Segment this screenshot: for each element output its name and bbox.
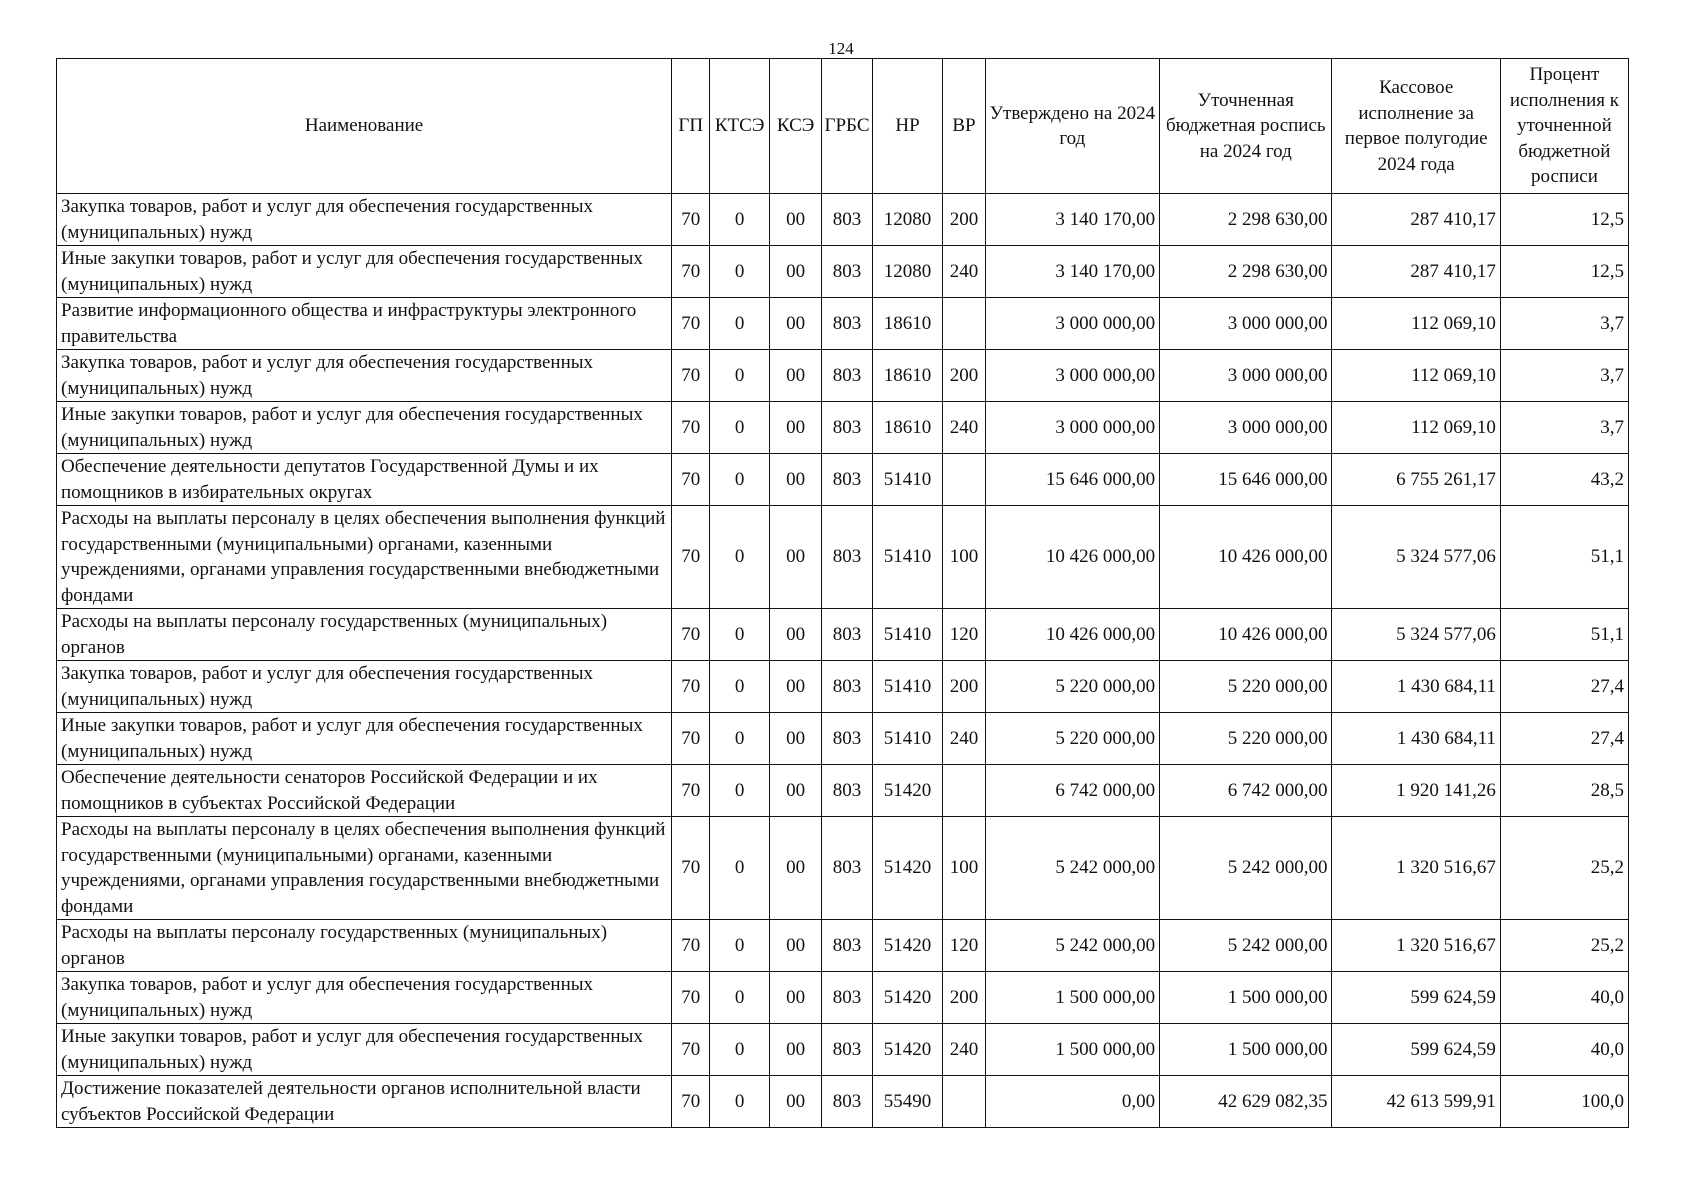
table-row [57, 1024, 1629, 1076]
gp-cell: 70 [672, 765, 710, 817]
refined-amount-cell: 10 426 000,00 [1160, 506, 1332, 609]
cash-execution-cell: 112 069,10 [1332, 298, 1500, 350]
refined-amount-cell: 3 000 000,00 [1160, 402, 1332, 454]
vr-cell: 240 [943, 713, 985, 765]
gp-cell: 70 [672, 817, 710, 920]
header-name: Наименование [57, 59, 672, 194]
cash-execution-cell: 1 430 684,11 [1332, 661, 1500, 713]
vr-cell: 200 [943, 661, 985, 713]
vr-cell: 100 [943, 506, 985, 609]
refined-amount-cell: 3 000 000,00 [1160, 350, 1332, 402]
grbs-cell: 803 [822, 246, 872, 298]
vr-cell: 240 [943, 246, 985, 298]
cash-execution-cell: 599 624,59 [1332, 972, 1500, 1024]
execution-percent-cell: 25,2 [1500, 817, 1628, 920]
execution-percent-cell: 40,0 [1500, 972, 1628, 1024]
kse-cell: 00 [769, 246, 821, 298]
kse-cell: 00 [769, 194, 821, 246]
ktse-cell: 0 [710, 402, 769, 454]
nr-cell: 51420 [872, 817, 943, 920]
gp-cell: 70 [672, 713, 710, 765]
kse-cell: 00 [769, 661, 821, 713]
nr-cell: 55490 [872, 1076, 943, 1128]
cash-execution-cell: 42 613 599,91 [1332, 1076, 1500, 1128]
execution-percent-cell: 3,7 [1500, 350, 1628, 402]
grbs-cell: 803 [822, 920, 872, 972]
table-row [57, 350, 1629, 402]
vr-cell: 200 [943, 194, 985, 246]
execution-percent-cell: 27,4 [1500, 661, 1628, 713]
header-grbs: ГРБС [822, 59, 872, 194]
refined-amount-cell: 42 629 082,35 [1160, 1076, 1332, 1128]
grbs-cell: 803 [822, 506, 872, 609]
page-number: 124 [828, 39, 854, 58]
approved-amount-cell: 3 140 170,00 [985, 246, 1159, 298]
gp-cell: 70 [672, 972, 710, 1024]
vr-cell [943, 298, 985, 350]
kse-cell: 00 [769, 972, 821, 1024]
gp-cell: 70 [672, 920, 710, 972]
cash-execution-cell: 5 324 577,06 [1332, 506, 1500, 609]
cash-execution-cell: 1 920 141,26 [1332, 765, 1500, 817]
table-row [57, 817, 1629, 920]
ktse-cell: 0 [710, 920, 769, 972]
refined-amount-cell: 2 298 630,00 [1160, 194, 1332, 246]
table-row [57, 246, 1629, 298]
table-row [57, 194, 1629, 246]
header-refined: Уточненная бюджетная роспись на 2024 год [1160, 59, 1332, 194]
table-body [57, 194, 1629, 1128]
table-row [57, 661, 1629, 713]
grbs-cell: 803 [822, 765, 872, 817]
approved-amount-cell: 10 426 000,00 [985, 609, 1159, 661]
gp-cell: 70 [672, 350, 710, 402]
header-approved: Утверждено на 2024 год [985, 59, 1159, 194]
gp-cell: 70 [672, 1024, 710, 1076]
header-vr: ВР [943, 59, 985, 194]
row-name-cell: Расходы на выплаты персоналу в целях обеспечения выполнения функций государственными (муниципальными) органами, казенными учреждениями, органами управления государственными внебюджетными фондами [57, 817, 672, 920]
execution-percent-cell: 51,1 [1500, 506, 1628, 609]
gp-cell: 70 [672, 1076, 710, 1128]
execution-percent-cell: 51,1 [1500, 609, 1628, 661]
nr-cell: 51420 [872, 972, 943, 1024]
grbs-cell: 803 [822, 972, 872, 1024]
table-row [57, 920, 1629, 972]
nr-cell: 51420 [872, 920, 943, 972]
row-name-cell: Закупка товаров, работ и услуг для обеспечения государственных (муниципальных) нужд [57, 972, 672, 1024]
approved-amount-cell: 15 646 000,00 [985, 454, 1159, 506]
header-ktse: КТСЭ [710, 59, 769, 194]
header-gp: ГП [672, 59, 710, 194]
execution-percent-cell: 40,0 [1500, 1024, 1628, 1076]
table-row [57, 713, 1629, 765]
cash-execution-cell: 112 069,10 [1332, 402, 1500, 454]
ktse-cell: 0 [710, 972, 769, 1024]
kse-cell: 00 [769, 454, 821, 506]
kse-cell: 00 [769, 765, 821, 817]
refined-amount-cell: 10 426 000,00 [1160, 609, 1332, 661]
vr-cell: 200 [943, 972, 985, 1024]
table-row [57, 972, 1629, 1024]
approved-amount-cell: 3 000 000,00 [985, 402, 1159, 454]
gp-cell: 70 [672, 246, 710, 298]
kse-cell: 00 [769, 609, 821, 661]
table-row [57, 402, 1629, 454]
gp-cell: 70 [672, 298, 710, 350]
row-name-cell: Расходы на выплаты персоналу государственных (муниципальных) органов [57, 609, 672, 661]
budget-table [56, 58, 1629, 1128]
vr-cell: 240 [943, 1024, 985, 1076]
refined-amount-cell: 2 298 630,00 [1160, 246, 1332, 298]
row-name-cell: Обеспечение деятельности сенаторов Российской Федерации и их помощников в субъектах Российской Федерации [57, 765, 672, 817]
grbs-cell: 803 [822, 350, 872, 402]
vr-cell: 100 [943, 817, 985, 920]
ktse-cell: 0 [710, 194, 769, 246]
row-name-cell: Иные закупки товаров, работ и услуг для обеспечения государственных (муниципальных) нужд [57, 246, 672, 298]
row-name-cell: Достижение показателей деятельности органов исполнительной власти субъектов Российской Федерации [57, 1076, 672, 1128]
kse-cell: 00 [769, 350, 821, 402]
approved-amount-cell: 3 000 000,00 [985, 350, 1159, 402]
nr-cell: 51410 [872, 454, 943, 506]
refined-amount-cell: 15 646 000,00 [1160, 454, 1332, 506]
cash-execution-cell: 1 320 516,67 [1332, 920, 1500, 972]
gp-cell: 70 [672, 609, 710, 661]
ktse-cell: 0 [710, 609, 769, 661]
refined-amount-cell: 3 000 000,00 [1160, 298, 1332, 350]
kse-cell: 00 [769, 506, 821, 609]
approved-amount-cell: 0,00 [985, 1076, 1159, 1128]
cash-execution-cell: 6 755 261,17 [1332, 454, 1500, 506]
execution-percent-cell: 28,5 [1500, 765, 1628, 817]
row-name-cell: Расходы на выплаты персоналу государственных (муниципальных) органов [57, 920, 672, 972]
grbs-cell: 803 [822, 402, 872, 454]
nr-cell: 12080 [872, 194, 943, 246]
cash-execution-cell: 1 320 516,67 [1332, 817, 1500, 920]
vr-cell: 120 [943, 920, 985, 972]
refined-amount-cell: 5 242 000,00 [1160, 920, 1332, 972]
header-percent: Процент исполнения к уточненной бюджетной росписи [1500, 59, 1628, 194]
vr-cell [943, 454, 985, 506]
grbs-cell: 803 [822, 1024, 872, 1076]
nr-cell: 51410 [872, 661, 943, 713]
header-nr: НР [872, 59, 943, 194]
nr-cell: 51420 [872, 765, 943, 817]
row-name-cell: Иные закупки товаров, работ и услуг для обеспечения государственных (муниципальных) нужд [57, 713, 672, 765]
approved-amount-cell: 5 220 000,00 [985, 713, 1159, 765]
refined-amount-cell: 6 742 000,00 [1160, 765, 1332, 817]
ktse-cell: 0 [710, 817, 769, 920]
ktse-cell: 0 [710, 1076, 769, 1128]
refined-amount-cell: 5 242 000,00 [1160, 817, 1332, 920]
grbs-cell: 803 [822, 713, 872, 765]
execution-percent-cell: 27,4 [1500, 713, 1628, 765]
nr-cell: 51420 [872, 1024, 943, 1076]
kse-cell: 00 [769, 713, 821, 765]
vr-cell: 240 [943, 402, 985, 454]
refined-amount-cell: 5 220 000,00 [1160, 713, 1332, 765]
execution-percent-cell: 3,7 [1500, 402, 1628, 454]
kse-cell: 00 [769, 817, 821, 920]
approved-amount-cell: 5 242 000,00 [985, 920, 1159, 972]
table-row [57, 1076, 1629, 1128]
vr-cell: 200 [943, 350, 985, 402]
cash-execution-cell: 287 410,17 [1332, 194, 1500, 246]
ktse-cell: 0 [710, 713, 769, 765]
ktse-cell: 0 [710, 350, 769, 402]
ktse-cell: 0 [710, 454, 769, 506]
row-name-cell: Развитие информационного общества и инфраструктуры электронного правительства [57, 298, 672, 350]
ktse-cell: 0 [710, 1024, 769, 1076]
kse-cell: 00 [769, 920, 821, 972]
execution-percent-cell: 12,5 [1500, 194, 1628, 246]
refined-amount-cell: 1 500 000,00 [1160, 972, 1332, 1024]
grbs-cell: 803 [822, 609, 872, 661]
vr-cell: 120 [943, 609, 985, 661]
row-name-cell: Иные закупки товаров, работ и услуг для обеспечения государственных (муниципальных) нужд [57, 1024, 672, 1076]
approved-amount-cell: 6 742 000,00 [985, 765, 1159, 817]
gp-cell: 70 [672, 506, 710, 609]
table-row [57, 609, 1629, 661]
grbs-cell: 803 [822, 298, 872, 350]
cash-execution-cell: 287 410,17 [1332, 246, 1500, 298]
refined-amount-cell: 5 220 000,00 [1160, 661, 1332, 713]
header-kse: КСЭ [769, 59, 821, 194]
row-name-cell: Закупка товаров, работ и услуг для обеспечения государственных (муниципальных) нужд [57, 194, 672, 246]
table-row [57, 298, 1629, 350]
ktse-cell: 0 [710, 506, 769, 609]
gp-cell: 70 [672, 194, 710, 246]
header-cash: Кассовое исполнение за первое полугодие 2024 года [1332, 59, 1500, 194]
cash-execution-cell: 599 624,59 [1332, 1024, 1500, 1076]
nr-cell: 18610 [872, 298, 943, 350]
table-row [57, 454, 1629, 506]
grbs-cell: 803 [822, 661, 872, 713]
approved-amount-cell: 3 140 170,00 [985, 194, 1159, 246]
row-name-cell: Расходы на выплаты персоналу в целях обеспечения выполнения функций государственными (муниципальными) органами, казенными учреждениями, органами управления государственными внебюджетными фондами [57, 506, 672, 609]
row-name-cell: Обеспечение деятельности депутатов Государственной Думы и их помощников в избирательных округах [57, 454, 672, 506]
kse-cell: 00 [769, 298, 821, 350]
execution-percent-cell: 43,2 [1500, 454, 1628, 506]
grbs-cell: 803 [822, 817, 872, 920]
ktse-cell: 0 [710, 765, 769, 817]
gp-cell: 70 [672, 454, 710, 506]
nr-cell: 51410 [872, 506, 943, 609]
table-row [57, 765, 1629, 817]
nr-cell: 51410 [872, 713, 943, 765]
vr-cell [943, 1076, 985, 1128]
kse-cell: 00 [769, 1076, 821, 1128]
approved-amount-cell: 5 242 000,00 [985, 817, 1159, 920]
kse-cell: 00 [769, 1024, 821, 1076]
execution-percent-cell: 12,5 [1500, 246, 1628, 298]
nr-cell: 18610 [872, 350, 943, 402]
approved-amount-cell: 10 426 000,00 [985, 506, 1159, 609]
approved-amount-cell: 3 000 000,00 [985, 298, 1159, 350]
grbs-cell: 803 [822, 1076, 872, 1128]
nr-cell: 12080 [872, 246, 943, 298]
cash-execution-cell: 1 430 684,11 [1332, 713, 1500, 765]
execution-percent-cell: 100,0 [1500, 1076, 1628, 1128]
nr-cell: 18610 [872, 402, 943, 454]
table-row [57, 506, 1629, 609]
approved-amount-cell: 5 220 000,00 [985, 661, 1159, 713]
nr-cell: 51410 [872, 609, 943, 661]
execution-percent-cell: 25,2 [1500, 920, 1628, 972]
cash-execution-cell: 112 069,10 [1332, 350, 1500, 402]
refined-amount-cell: 1 500 000,00 [1160, 1024, 1332, 1076]
grbs-cell: 803 [822, 454, 872, 506]
gp-cell: 70 [672, 661, 710, 713]
ktse-cell: 0 [710, 298, 769, 350]
table-header-row [57, 59, 1629, 194]
row-name-cell: Закупка товаров, работ и услуг для обеспечения государственных (муниципальных) нужд [57, 350, 672, 402]
kse-cell: 00 [769, 402, 821, 454]
grbs-cell: 803 [822, 194, 872, 246]
execution-percent-cell: 3,7 [1500, 298, 1628, 350]
row-name-cell: Иные закупки товаров, работ и услуг для обеспечения государственных (муниципальных) нужд [57, 402, 672, 454]
approved-amount-cell: 1 500 000,00 [985, 1024, 1159, 1076]
cash-execution-cell: 5 324 577,06 [1332, 609, 1500, 661]
approved-amount-cell: 1 500 000,00 [985, 972, 1159, 1024]
ktse-cell: 0 [710, 246, 769, 298]
row-name-cell: Закупка товаров, работ и услуг для обеспечения государственных (муниципальных) нужд [57, 661, 672, 713]
ktse-cell: 0 [710, 661, 769, 713]
vr-cell [943, 765, 985, 817]
gp-cell: 70 [672, 402, 710, 454]
